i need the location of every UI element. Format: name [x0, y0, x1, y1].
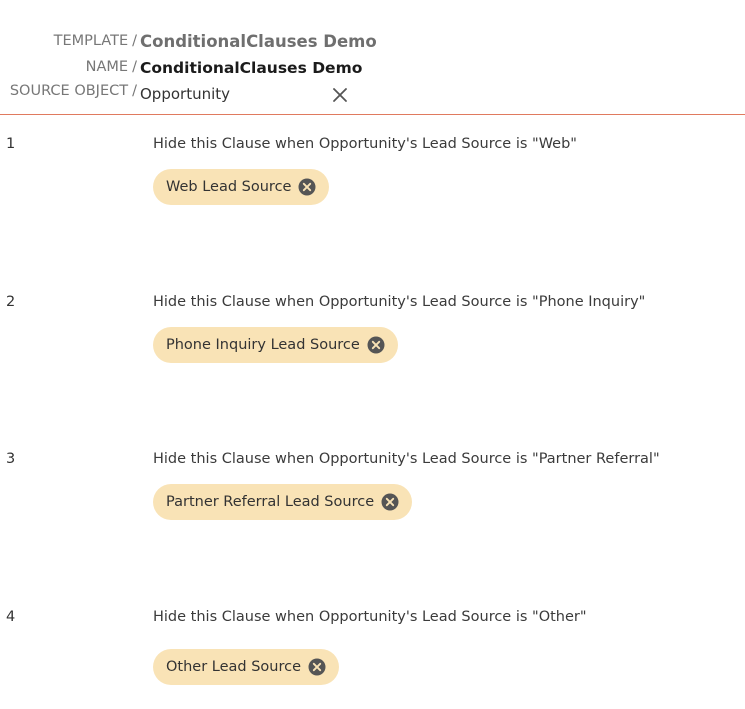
header-divider [0, 114, 745, 115]
template-label: TEMPLATE / [53, 33, 137, 49]
remove-condition-button[interactable] [367, 336, 385, 354]
clause-number: 3 [6, 451, 16, 467]
clause-number: 1 [6, 136, 16, 152]
remove-circle-icon [298, 178, 316, 196]
clause-number: 2 [6, 294, 16, 310]
condition-tag-label: Partner Referral Lead Source [166, 494, 375, 510]
clause-description: Hide this Clause when Opportunity's Lead Source is "Phone Inquiry" [153, 294, 646, 310]
clause-item [0, 136, 745, 236]
clause-description: Hide this Clause when Opportunity's Lead Source is "Other" [153, 609, 587, 625]
template-header [0, 0, 745, 115]
remove-condition-button[interactable] [298, 178, 316, 196]
source-object-label: SOURCE OBJECT / [9, 83, 137, 99]
clause-item [0, 609, 745, 709]
clause-item [0, 294, 745, 394]
clause-item [0, 451, 745, 551]
remove-condition-button[interactable] [308, 658, 326, 676]
template-value: ConditionalClauses Demo [140, 32, 377, 51]
clause-description: Hide this Clause when Opportunity's Lead Source is "Web" [153, 136, 577, 152]
template-row [0, 32, 377, 57]
name-value: ConditionalClauses Demo [140, 59, 363, 77]
clear-source-object-button[interactable] [330, 85, 350, 105]
remove-circle-icon [367, 336, 385, 354]
name-row [0, 59, 363, 83]
clause-description: Hide this Clause when Opportunity's Lead Source is "Partner Referral" [153, 451, 660, 467]
condition-tag[interactable] [153, 649, 339, 685]
condition-tag-label: Other Lead Source [166, 659, 302, 675]
remove-circle-icon [381, 493, 399, 511]
remove-circle-icon [308, 658, 326, 676]
condition-tag-label: Web Lead Source [166, 179, 292, 195]
condition-tag-label: Phone Inquiry Lead Source [166, 337, 360, 353]
remove-condition-button[interactable] [381, 493, 399, 511]
source-object-value[interactable]: Opportunity [140, 85, 231, 103]
source-object-row [0, 83, 360, 107]
condition-tag[interactable] [153, 169, 329, 205]
close-icon [330, 85, 350, 105]
condition-tag[interactable] [153, 327, 398, 363]
name-label: NAME / [85, 59, 137, 75]
clause-number: 4 [6, 609, 16, 625]
condition-tag[interactable] [153, 484, 412, 520]
